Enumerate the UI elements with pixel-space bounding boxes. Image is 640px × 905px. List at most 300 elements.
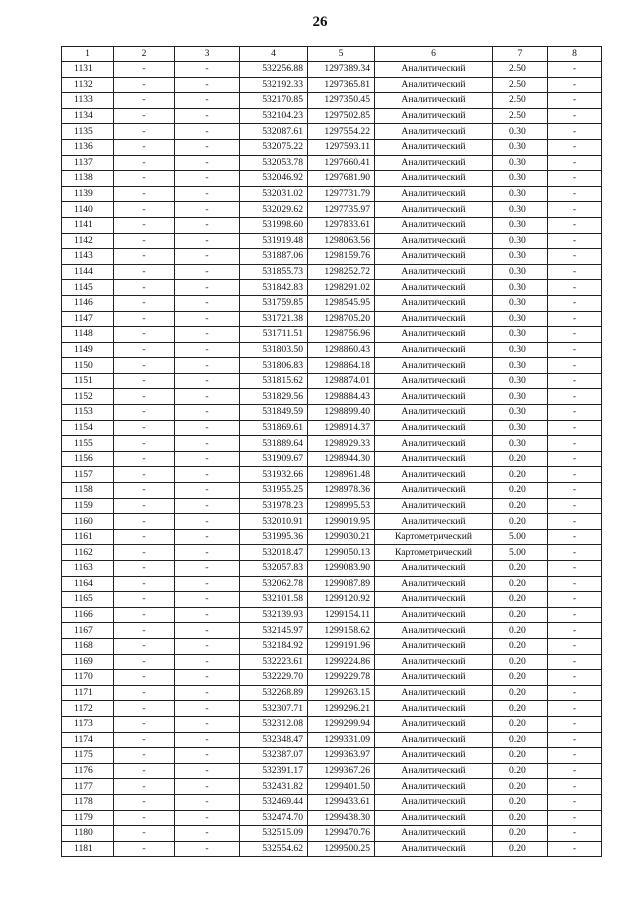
col8-cell: -	[548, 529, 602, 545]
x-coordinate-cell: 532192.33	[240, 77, 308, 93]
accuracy-cell: 0.20	[493, 561, 548, 577]
method-cell: Аналитический	[375, 748, 493, 764]
col2-cell: -	[114, 280, 175, 296]
accuracy-cell: 0.20	[493, 794, 548, 810]
col3-cell: -	[175, 233, 240, 249]
point-number-cell: 1153	[62, 405, 114, 421]
table-row	[62, 171, 602, 187]
y-coordinate-cell: 1297681.90	[308, 171, 375, 187]
col2-cell: -	[114, 794, 175, 810]
point-number-cell: 1141	[62, 217, 114, 233]
x-coordinate-cell: 532348.47	[240, 732, 308, 748]
table-row	[62, 311, 602, 327]
col8-cell: -	[548, 405, 602, 421]
column-header: 7	[493, 47, 548, 62]
point-number-cell: 1179	[62, 810, 114, 826]
x-coordinate-cell: 532554.62	[240, 841, 308, 857]
method-cell: Аналитический	[375, 561, 493, 577]
method-cell: Картометрический	[375, 529, 493, 545]
table-row	[62, 763, 602, 779]
method-cell: Аналитический	[375, 763, 493, 779]
x-coordinate-cell: 531711.51	[240, 327, 308, 343]
col2-cell: -	[114, 732, 175, 748]
accuracy-cell: 0.30	[493, 420, 548, 436]
col8-cell: -	[548, 217, 602, 233]
col3-cell: -	[175, 779, 240, 795]
table-row	[62, 77, 602, 93]
method-cell: Аналитический	[375, 420, 493, 436]
col8-cell: -	[548, 826, 602, 842]
method-cell: Аналитический	[375, 217, 493, 233]
y-coordinate-cell: 1298252.72	[308, 264, 375, 280]
x-coordinate-cell: 532029.62	[240, 202, 308, 218]
method-cell: Аналитический	[375, 139, 493, 155]
point-number-cell: 1154	[62, 420, 114, 436]
method-cell: Аналитический	[375, 607, 493, 623]
accuracy-cell: 0.30	[493, 264, 548, 280]
table-row	[62, 670, 602, 686]
col8-cell: -	[548, 716, 602, 732]
point-number-cell: 1140	[62, 202, 114, 218]
col3-cell: -	[175, 638, 240, 654]
method-cell: Аналитический	[375, 77, 493, 93]
col2-cell: -	[114, 483, 175, 499]
table-row	[62, 498, 602, 514]
col8-cell: -	[548, 327, 602, 343]
col8-cell: -	[548, 732, 602, 748]
method-cell: Аналитический	[375, 358, 493, 374]
accuracy-cell: 0.30	[493, 436, 548, 452]
point-number-cell: 1159	[62, 498, 114, 514]
col2-cell: -	[114, 607, 175, 623]
col8-cell: -	[548, 514, 602, 530]
method-cell: Картометрический	[375, 545, 493, 561]
table-row	[62, 436, 602, 452]
point-number-cell: 1173	[62, 716, 114, 732]
col3-cell: -	[175, 217, 240, 233]
y-coordinate-cell: 1299019.95	[308, 514, 375, 530]
col8-cell: -	[548, 249, 602, 265]
table-row	[62, 638, 602, 654]
table-row	[62, 217, 602, 233]
table-row	[62, 93, 602, 109]
point-number-cell: 1136	[62, 139, 114, 155]
accuracy-cell: 0.20	[493, 638, 548, 654]
col3-cell: -	[175, 748, 240, 764]
y-coordinate-cell: 1299500.25	[308, 841, 375, 857]
col8-cell: -	[548, 810, 602, 826]
table-row	[62, 654, 602, 670]
y-coordinate-cell: 1299363.97	[308, 748, 375, 764]
col2-cell: -	[114, 826, 175, 842]
y-coordinate-cell: 1298756.96	[308, 327, 375, 343]
table-row	[62, 483, 602, 499]
col8-cell: -	[548, 451, 602, 467]
x-coordinate-cell: 532431.82	[240, 779, 308, 795]
point-number-cell: 1164	[62, 576, 114, 592]
y-coordinate-cell: 1297735.97	[308, 202, 375, 218]
accuracy-cell: 0.30	[493, 373, 548, 389]
point-number-cell: 1168	[62, 638, 114, 654]
col2-cell: -	[114, 249, 175, 265]
col8-cell: -	[548, 638, 602, 654]
accuracy-cell: 0.30	[493, 358, 548, 374]
method-cell: Аналитический	[375, 93, 493, 109]
table-row	[62, 701, 602, 717]
col8-cell: -	[548, 62, 602, 78]
y-coordinate-cell: 1298545.95	[308, 295, 375, 311]
col8-cell: -	[548, 233, 602, 249]
col8-cell: -	[548, 561, 602, 577]
col2-cell: -	[114, 529, 175, 545]
col3-cell: -	[175, 186, 240, 202]
col2-cell: -	[114, 202, 175, 218]
x-coordinate-cell: 531721.38	[240, 311, 308, 327]
y-coordinate-cell: 1297350.45	[308, 93, 375, 109]
y-coordinate-cell: 1298899.40	[308, 405, 375, 421]
method-cell: Аналитический	[375, 576, 493, 592]
accuracy-cell: 0.30	[493, 233, 548, 249]
col3-cell: -	[175, 264, 240, 280]
accuracy-cell: 0.20	[493, 514, 548, 530]
y-coordinate-cell: 1299367.26	[308, 763, 375, 779]
method-cell: Аналитический	[375, 155, 493, 171]
table-row	[62, 62, 602, 78]
accuracy-cell: 0.30	[493, 217, 548, 233]
y-coordinate-cell: 1297593.11	[308, 139, 375, 155]
method-cell: Аналитический	[375, 826, 493, 842]
table-row	[62, 358, 602, 374]
method-cell: Аналитический	[375, 654, 493, 670]
col8-cell: -	[548, 295, 602, 311]
col8-cell: -	[548, 467, 602, 483]
col3-cell: -	[175, 685, 240, 701]
accuracy-cell: 0.30	[493, 249, 548, 265]
column-header: 3	[175, 47, 240, 62]
col2-cell: -	[114, 748, 175, 764]
y-coordinate-cell: 1299229.78	[308, 670, 375, 686]
col3-cell: -	[175, 280, 240, 296]
y-coordinate-cell: 1298929.33	[308, 436, 375, 452]
column-header: 6	[375, 47, 493, 62]
table-row	[62, 779, 602, 795]
column-header: 4	[240, 47, 308, 62]
x-coordinate-cell: 531829.56	[240, 389, 308, 405]
col2-cell: -	[114, 576, 175, 592]
table-row	[62, 607, 602, 623]
accuracy-cell: 0.30	[493, 311, 548, 327]
col2-cell: -	[114, 451, 175, 467]
x-coordinate-cell: 531869.61	[240, 420, 308, 436]
col2-cell: -	[114, 623, 175, 639]
y-coordinate-cell: 1299120.92	[308, 592, 375, 608]
accuracy-cell: 5.00	[493, 545, 548, 561]
x-coordinate-cell: 532062.78	[240, 576, 308, 592]
col8-cell: -	[548, 389, 602, 405]
point-number-cell: 1135	[62, 124, 114, 140]
col3-cell: -	[175, 576, 240, 592]
col3-cell: -	[175, 810, 240, 826]
col3-cell: -	[175, 841, 240, 857]
accuracy-cell: 0.20	[493, 810, 548, 826]
accuracy-cell: 0.30	[493, 155, 548, 171]
x-coordinate-cell: 532057.83	[240, 561, 308, 577]
table-row	[62, 592, 602, 608]
table-row	[62, 576, 602, 592]
table-row	[62, 826, 602, 842]
col3-cell: -	[175, 77, 240, 93]
col2-cell: -	[114, 233, 175, 249]
method-cell: Аналитический	[375, 233, 493, 249]
method-cell: Аналитический	[375, 280, 493, 296]
table-row	[62, 810, 602, 826]
method-cell: Аналитический	[375, 405, 493, 421]
y-coordinate-cell: 1299087.89	[308, 576, 375, 592]
y-coordinate-cell: 1298995.53	[308, 498, 375, 514]
col2-cell: -	[114, 62, 175, 78]
point-number-cell: 1155	[62, 436, 114, 452]
col3-cell: -	[175, 311, 240, 327]
col3-cell: -	[175, 327, 240, 343]
x-coordinate-cell: 532184.92	[240, 638, 308, 654]
col2-cell: -	[114, 77, 175, 93]
col3-cell: -	[175, 483, 240, 499]
accuracy-cell: 0.30	[493, 171, 548, 187]
point-number-cell: 1175	[62, 748, 114, 764]
col8-cell: -	[548, 545, 602, 561]
accuracy-cell: 2.50	[493, 108, 548, 124]
table-row	[62, 280, 602, 296]
x-coordinate-cell: 532053.78	[240, 155, 308, 171]
point-number-cell: 1169	[62, 654, 114, 670]
col8-cell: -	[548, 794, 602, 810]
x-coordinate-cell: 531978.23	[240, 498, 308, 514]
point-number-cell: 1147	[62, 311, 114, 327]
col2-cell: -	[114, 654, 175, 670]
x-coordinate-cell: 532223.61	[240, 654, 308, 670]
col8-cell: -	[548, 373, 602, 389]
method-cell: Аналитический	[375, 841, 493, 857]
y-coordinate-cell: 1297365.81	[308, 77, 375, 93]
accuracy-cell: 2.50	[493, 77, 548, 93]
col2-cell: -	[114, 373, 175, 389]
col8-cell: -	[548, 139, 602, 155]
point-number-cell: 1163	[62, 561, 114, 577]
col3-cell: -	[175, 373, 240, 389]
x-coordinate-cell: 532312.08	[240, 716, 308, 732]
y-coordinate-cell: 1299331.09	[308, 732, 375, 748]
accuracy-cell: 0.20	[493, 592, 548, 608]
table-row	[62, 108, 602, 124]
method-cell: Аналитический	[375, 467, 493, 483]
col8-cell: -	[548, 171, 602, 187]
table-row	[62, 202, 602, 218]
accuracy-cell: 2.50	[493, 62, 548, 78]
x-coordinate-cell: 532515.09	[240, 826, 308, 842]
method-cell: Аналитический	[375, 623, 493, 639]
table-row	[62, 389, 602, 405]
col3-cell: -	[175, 124, 240, 140]
method-cell: Аналитический	[375, 124, 493, 140]
point-number-cell: 1161	[62, 529, 114, 545]
col3-cell: -	[175, 561, 240, 577]
y-coordinate-cell: 1299083.90	[308, 561, 375, 577]
col8-cell: -	[548, 483, 602, 499]
x-coordinate-cell: 531995.36	[240, 529, 308, 545]
col3-cell: -	[175, 108, 240, 124]
accuracy-cell: 0.20	[493, 483, 548, 499]
col2-cell: -	[114, 545, 175, 561]
col8-cell: -	[548, 420, 602, 436]
table-row	[62, 249, 602, 265]
col2-cell: -	[114, 763, 175, 779]
col8-cell: -	[548, 124, 602, 140]
y-coordinate-cell: 1299154.11	[308, 607, 375, 623]
accuracy-cell: 0.30	[493, 139, 548, 155]
col2-cell: -	[114, 514, 175, 530]
col8-cell: -	[548, 685, 602, 701]
col8-cell: -	[548, 498, 602, 514]
col3-cell: -	[175, 826, 240, 842]
accuracy-cell: 0.30	[493, 295, 548, 311]
x-coordinate-cell: 531855.73	[240, 264, 308, 280]
col8-cell: -	[548, 358, 602, 374]
col2-cell: -	[114, 186, 175, 202]
table-row	[62, 716, 602, 732]
column-header: 1	[62, 47, 114, 62]
point-number-cell: 1157	[62, 467, 114, 483]
accuracy-cell: 2.50	[493, 93, 548, 109]
y-coordinate-cell: 1299263.15	[308, 685, 375, 701]
col8-cell: -	[548, 108, 602, 124]
point-number-cell: 1158	[62, 483, 114, 499]
col2-cell: -	[114, 638, 175, 654]
method-cell: Аналитический	[375, 62, 493, 78]
accuracy-cell: 0.20	[493, 763, 548, 779]
col3-cell: -	[175, 763, 240, 779]
table-row	[62, 529, 602, 545]
y-coordinate-cell: 1299299.94	[308, 716, 375, 732]
col2-cell: -	[114, 701, 175, 717]
col2-cell: -	[114, 93, 175, 109]
col3-cell: -	[175, 607, 240, 623]
point-number-cell: 1177	[62, 779, 114, 795]
col8-cell: -	[548, 701, 602, 717]
point-number-cell: 1148	[62, 327, 114, 343]
col2-cell: -	[114, 217, 175, 233]
col3-cell: -	[175, 62, 240, 78]
point-number-cell: 1180	[62, 826, 114, 842]
table-row	[62, 233, 602, 249]
method-cell: Аналитический	[375, 342, 493, 358]
col8-cell: -	[548, 576, 602, 592]
col3-cell: -	[175, 716, 240, 732]
x-coordinate-cell: 532075.22	[240, 139, 308, 155]
col8-cell: -	[548, 77, 602, 93]
accuracy-cell: 0.20	[493, 841, 548, 857]
table-row	[62, 794, 602, 810]
point-number-cell: 1174	[62, 732, 114, 748]
col3-cell: -	[175, 358, 240, 374]
accuracy-cell: 0.30	[493, 389, 548, 405]
y-coordinate-cell: 1299433.61	[308, 794, 375, 810]
accuracy-cell: 0.30	[493, 186, 548, 202]
y-coordinate-cell: 1299158.62	[308, 623, 375, 639]
y-coordinate-cell: 1298705.20	[308, 311, 375, 327]
point-number-cell: 1150	[62, 358, 114, 374]
col8-cell: -	[548, 186, 602, 202]
col3-cell: -	[175, 732, 240, 748]
col2-cell: -	[114, 810, 175, 826]
accuracy-cell: 0.30	[493, 405, 548, 421]
table-header-row	[62, 47, 602, 62]
point-number-cell: 1171	[62, 685, 114, 701]
x-coordinate-cell: 531887.06	[240, 249, 308, 265]
col2-cell: -	[114, 467, 175, 483]
x-coordinate-cell: 532104.23	[240, 108, 308, 124]
x-coordinate-cell: 531806.83	[240, 358, 308, 374]
method-cell: Аналитический	[375, 389, 493, 405]
x-coordinate-cell: 532087.61	[240, 124, 308, 140]
accuracy-cell: 0.20	[493, 748, 548, 764]
point-number-cell: 1132	[62, 77, 114, 93]
column-header: 2	[114, 47, 175, 62]
y-coordinate-cell: 1299030.21	[308, 529, 375, 545]
y-coordinate-cell: 1298159.76	[308, 249, 375, 265]
point-number-cell: 1172	[62, 701, 114, 717]
accuracy-cell: 0.20	[493, 607, 548, 623]
y-coordinate-cell: 1299191.96	[308, 638, 375, 654]
col2-cell: -	[114, 342, 175, 358]
method-cell: Аналитический	[375, 202, 493, 218]
y-coordinate-cell: 1299438.30	[308, 810, 375, 826]
table-row	[62, 748, 602, 764]
col3-cell: -	[175, 701, 240, 717]
x-coordinate-cell: 532229.70	[240, 670, 308, 686]
col8-cell: -	[548, 93, 602, 109]
col8-cell: -	[548, 670, 602, 686]
col8-cell: -	[548, 592, 602, 608]
y-coordinate-cell: 1297833.61	[308, 217, 375, 233]
x-coordinate-cell: 532170.85	[240, 93, 308, 109]
col3-cell: -	[175, 498, 240, 514]
col8-cell: -	[548, 342, 602, 358]
table-row	[62, 342, 602, 358]
x-coordinate-cell: 532139.93	[240, 607, 308, 623]
method-cell: Аналитический	[375, 186, 493, 202]
col2-cell: -	[114, 358, 175, 374]
accuracy-cell: 0.20	[493, 826, 548, 842]
method-cell: Аналитический	[375, 264, 493, 280]
point-number-cell: 1143	[62, 249, 114, 265]
col2-cell: -	[114, 311, 175, 327]
col3-cell: -	[175, 529, 240, 545]
accuracy-cell: 0.30	[493, 202, 548, 218]
x-coordinate-cell: 531889.64	[240, 436, 308, 452]
accuracy-cell: 0.20	[493, 623, 548, 639]
table-row	[62, 327, 602, 343]
point-number-cell: 1133	[62, 93, 114, 109]
accuracy-cell: 0.30	[493, 342, 548, 358]
y-coordinate-cell: 1297389.34	[308, 62, 375, 78]
point-number-cell: 1151	[62, 373, 114, 389]
table-row	[62, 732, 602, 748]
y-coordinate-cell: 1299470.76	[308, 826, 375, 842]
x-coordinate-cell: 532469.44	[240, 794, 308, 810]
accuracy-cell: 0.20	[493, 498, 548, 514]
point-number-cell: 1146	[62, 295, 114, 311]
col8-cell: -	[548, 748, 602, 764]
